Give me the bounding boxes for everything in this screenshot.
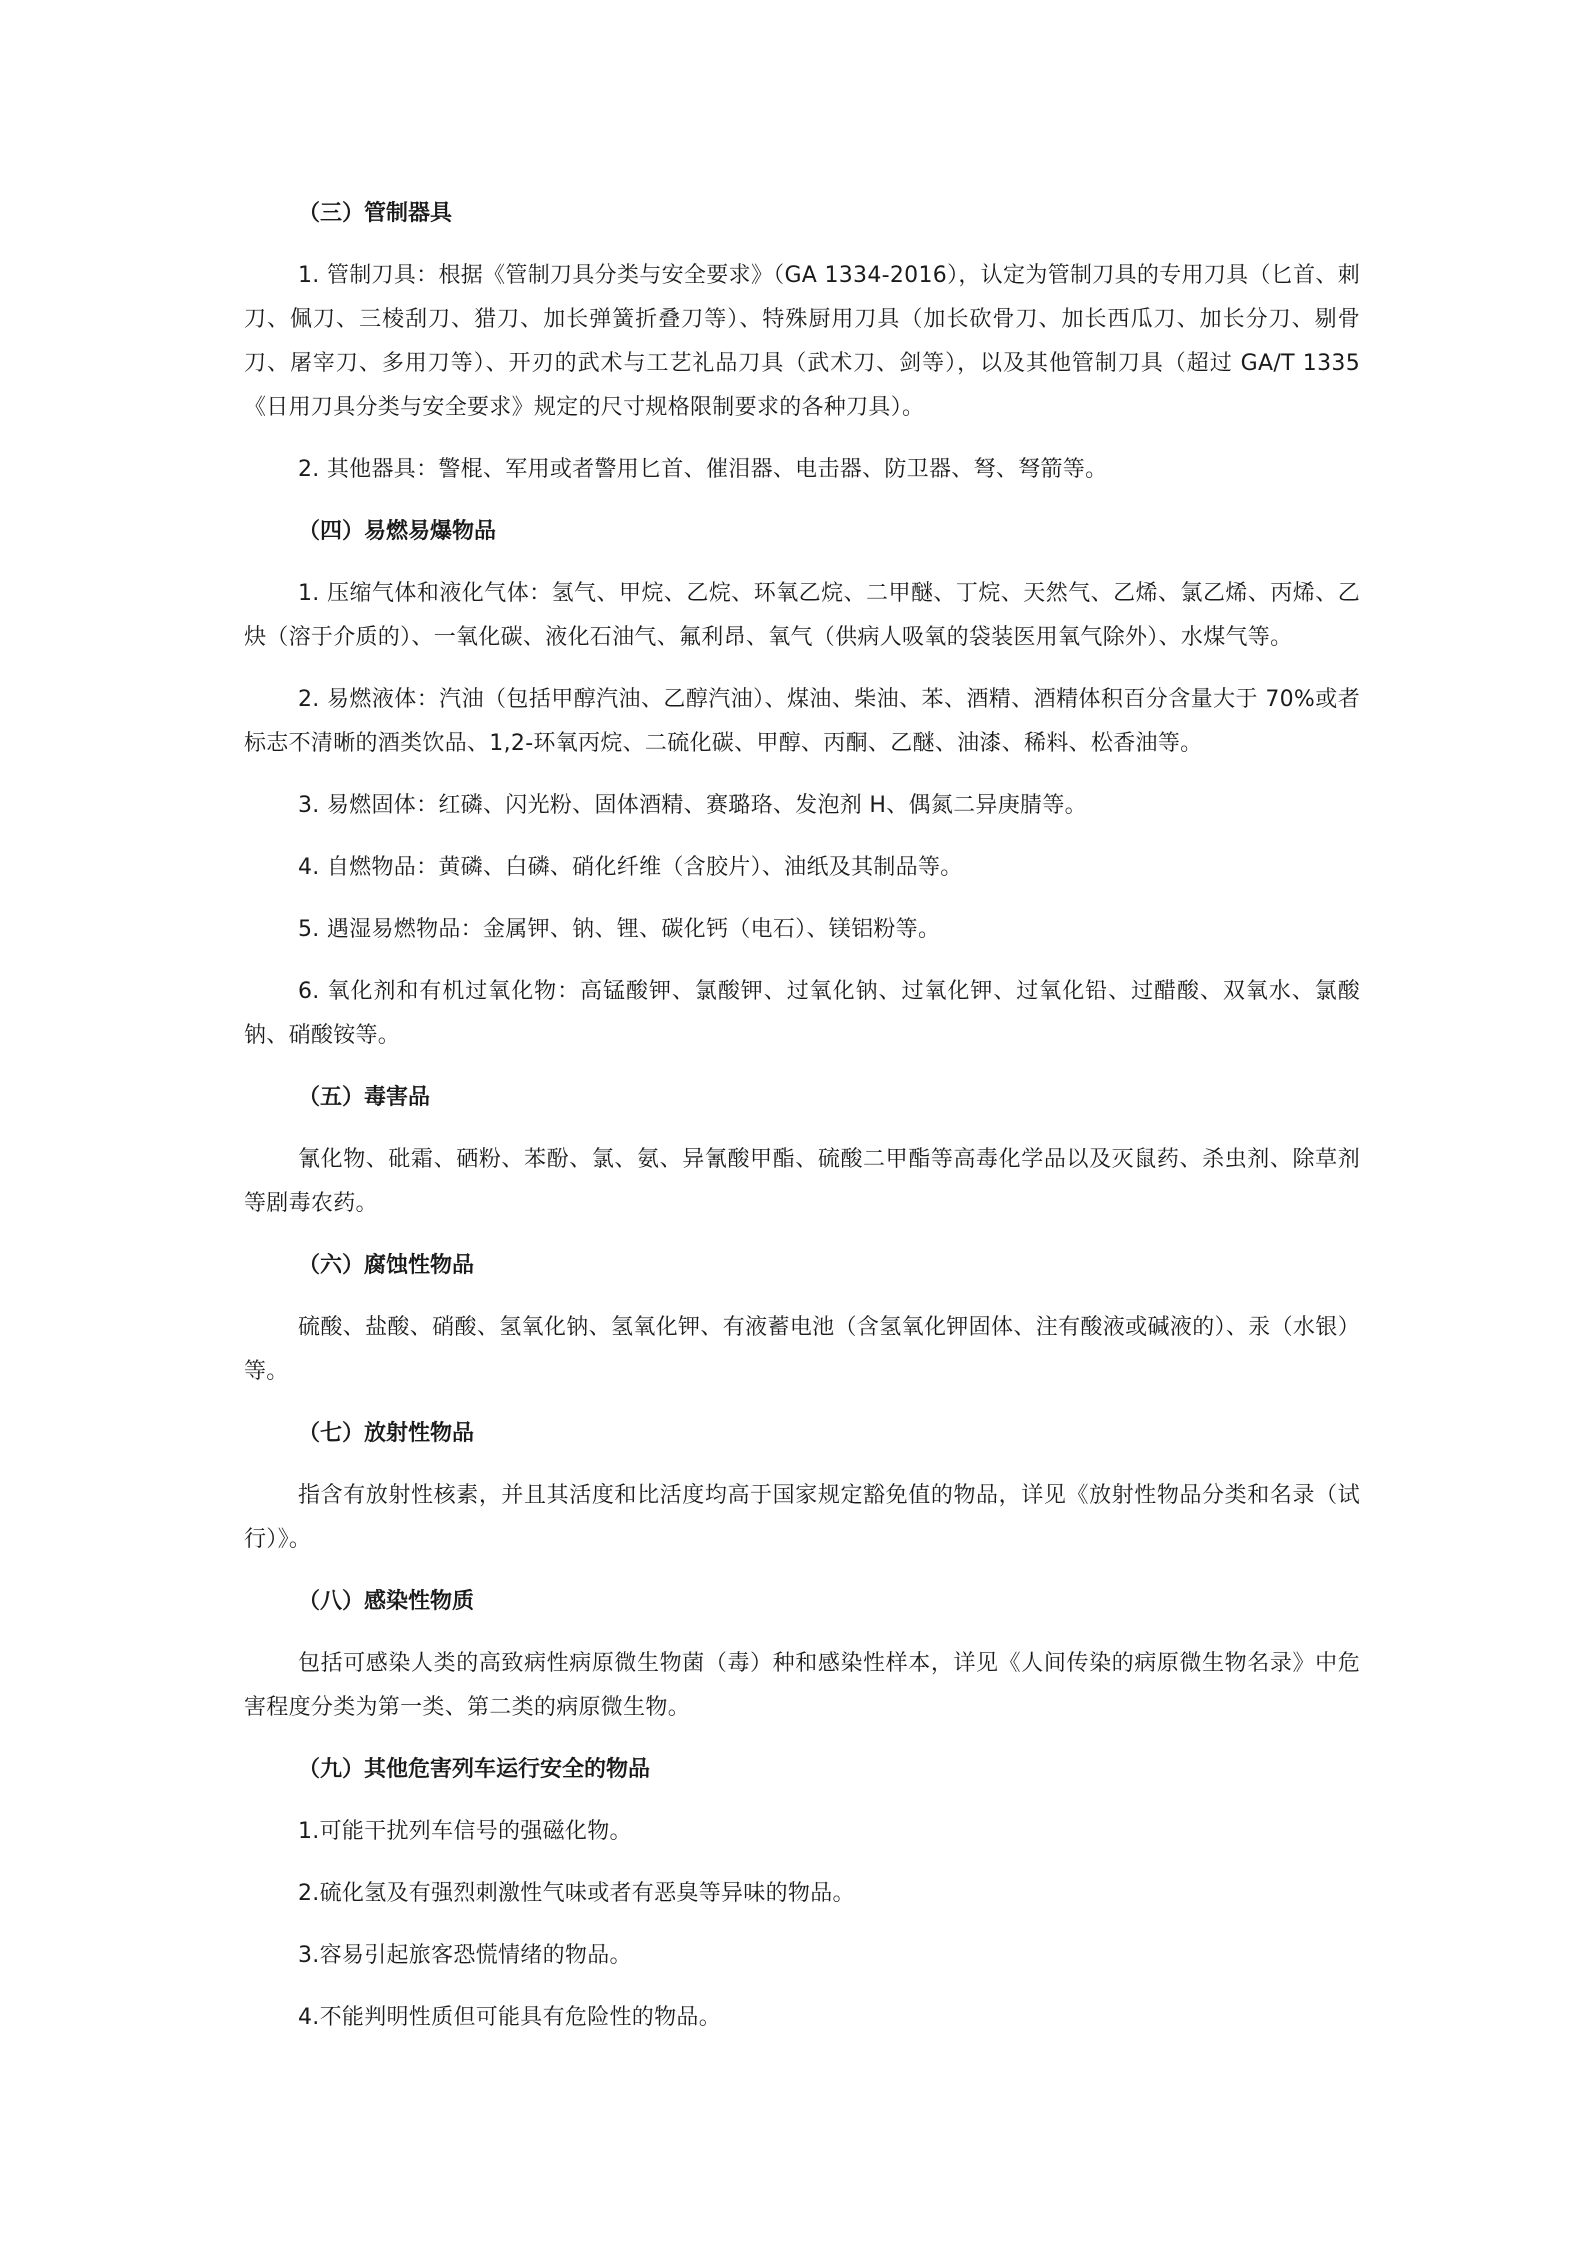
paragraph: 1. 管制刀具：根据《管制刀具分类与安全要求》（GA 1334-2016），认定为管制刀具的专用刀具（匕首、刺刀、佩刀、三棱刮刀、猎刀、加长弹簧折叠刀等）、特殊厨用刀具（加长砍骨刀、加长西瓜刀、加长分刀、剔骨刀、屠宰刀、多用刀等）、开刃的武术与工艺礼品刀具（武术刀、剑等），以及其他管制刀具（超过 GA/T 1335《日用刀具分类与安全要求》规定的尺寸规格限制要求的各种刀具）。: [244, 263, 1360, 420]
paragraph: 氰化物、砒霜、硒粉、苯酚、氯、氨、异氰酸甲酯、硫酸二甲酯等高毒化学品以及灭鼠药、杀虫剂、除草剂等剧毒农药。: [244, 1147, 1360, 1216]
paragraph: 5. 遇湿易燃物品：金属钾、钠、锂、碳化钙（电石）、镁铝粉等。: [298, 917, 941, 942]
paragraph: 2.硫化氢及有强烈刺激性气味或者有恶臭等异味的物品。: [298, 1881, 855, 1906]
paragraph: 6. 氧化剂和有机过氧化物：高锰酸钾、氯酸钾、过氧化钠、过氧化钾、过氧化铅、过醋酸、双氧水、氯酸钠、硝酸铵等。: [244, 979, 1360, 1048]
paragraph: 1. 压缩气体和液化气体：氢气、甲烷、乙烷、环氧乙烷、二甲醚、丁烷、天然气、乙烯、氯乙烯、丙烯、乙炔（溶于介质的）、一氧化碳、液化石油气、氟利昂、氧气（供病人吸氧的袋装医用氧气除外）、水煤气等。: [244, 581, 1360, 650]
document-page: [244, 192, 1360, 2058]
section-toxic: [244, 1076, 1360, 1226]
paragraph: 4.不能判明性质但可能具有危险性的物品。: [298, 2005, 721, 2030]
section-other-hazards: [244, 1748, 1360, 2040]
paragraph: 2. 易燃液体：汽油（包括甲醇汽油、乙醇汽油）、煤油、柴油、苯、酒精、酒精体积百分含量大于 70%或者标志不清晰的酒类饮品、1,2-环氧丙烷、二硫化碳、甲醇、丙酮、乙醚、油漆、稀料、松香油等。: [244, 687, 1360, 756]
section-heading: （三）管制器具: [298, 201, 453, 226]
section-heading: （六）腐蚀性物品: [298, 1253, 475, 1278]
section-corrosive: [244, 1244, 1360, 1394]
section-radioactive: [244, 1412, 1360, 1562]
section-controlled-instruments: [244, 192, 1360, 492]
section-heading: （九）其他危害列车运行安全的物品: [298, 1757, 651, 1782]
paragraph: 3.容易引起旅客恐慌情绪的物品。: [298, 1943, 632, 1968]
paragraph: 指含有放射性核素，并且其活度和比活度均高于国家规定豁免值的物品，详见《放射性物品分类和名录（试行）》。: [244, 1483, 1360, 1552]
section-heading: （八）感染性物质: [298, 1589, 475, 1614]
paragraph: 2. 其他器具：警棍、军用或者警用匕首、催泪器、电击器、防卫器、弩、弩箭等。: [298, 457, 1108, 482]
paragraph: 1.可能干扰列车信号的强磁化物。: [298, 1819, 632, 1844]
section-heading: （七）放射性物品: [298, 1421, 475, 1446]
paragraph: 3. 易燃固体：红磷、闪光粉、固体酒精、赛璐珞、发泡剂 H、偶氮二异庚腈等。: [298, 793, 1087, 818]
section-heading: （四）易燃易爆物品: [298, 519, 497, 544]
section-heading: （五）毒害品: [298, 1085, 431, 1110]
section-flammable-explosive: [244, 510, 1360, 1058]
paragraph: 4. 自燃物品：黄磷、白磷、硝化纤维（含胶片）、油纸及其制品等。: [298, 855, 963, 880]
section-infectious: [244, 1580, 1360, 1730]
paragraph: 硫酸、盐酸、硝酸、氢氧化钠、氢氧化钾、有液蓄电池（含氢氧化钾固体、注有酸液或碱液的）、汞（水银）等。: [244, 1315, 1360, 1384]
paragraph: 包括可感染人类的高致病性病原微生物菌（毒）种和感染性样本，详见《人间传染的病原微生物名录》中危害程度分类为第一类、第二类的病原微生物。: [244, 1651, 1360, 1720]
